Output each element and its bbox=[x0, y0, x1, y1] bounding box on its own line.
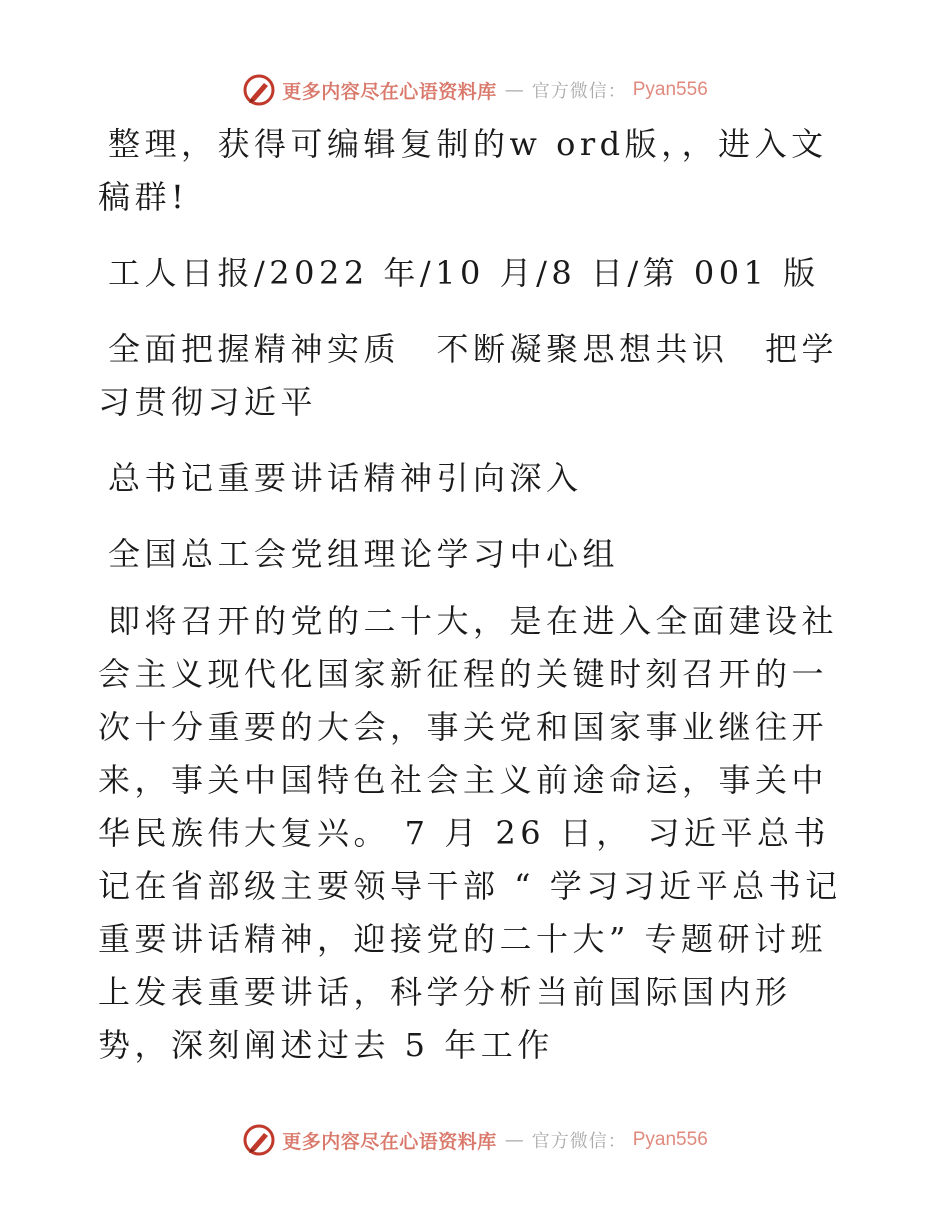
watermark-dash: — bbox=[504, 1129, 524, 1151]
watermark-main-text: 更多内容尽在心语资料库 bbox=[282, 1130, 497, 1153]
watermark-dash: — bbox=[504, 79, 524, 101]
document-body bbox=[98, 118, 858, 1072]
article-title-line-1: 全面把握精神实质 不断凝聚思想共识 把学习贯彻习近平 bbox=[98, 330, 839, 421]
watermark-main-text: 更多内容尽在心语资料库 bbox=[282, 80, 497, 103]
author-line: 全国总工会党组理论学习中心组 bbox=[108, 535, 620, 573]
source-line: 工人日报/2022 年/10 月/8 日/第 001 版 bbox=[108, 254, 820, 292]
article-title-line-2: 总书记重要讲话精神引向深入 bbox=[108, 459, 583, 497]
watermark-wechat-id: Pyan556 bbox=[632, 79, 708, 100]
intro-paragraph: 整理，获得可编辑复制的w ord版，，进入文稿群! bbox=[98, 125, 828, 216]
watermark-sub-text: 官方微信： bbox=[531, 81, 627, 102]
pen-logo-icon bbox=[242, 73, 276, 107]
footer-watermark bbox=[0, 1120, 950, 1160]
body-paragraph: 即将召开的党的二十大，是在进入全面建设社会主义现代化国家新征程的关键时刻召开的一次十分重要的大会，事关党和国家事业继往开来，事关中国特色社会主义前途命运，事关中华民族伟大复兴。 7 月 26 日， 习近平总书记在省部级主要领导干部 “ 学习习近平总书记重要讲话精神，迎接党的二十大” 专题研讨班上发表重要讲话，科学分析当前国际国内形势，深刻阐述过去 5 年工作 bbox=[98, 602, 842, 1064]
watermark-sub-text: 官方微信： bbox=[531, 1131, 627, 1152]
watermark-wechat-id: Pyan556 bbox=[632, 1129, 708, 1150]
header-watermark bbox=[0, 70, 950, 110]
pen-logo-icon bbox=[242, 1123, 276, 1157]
